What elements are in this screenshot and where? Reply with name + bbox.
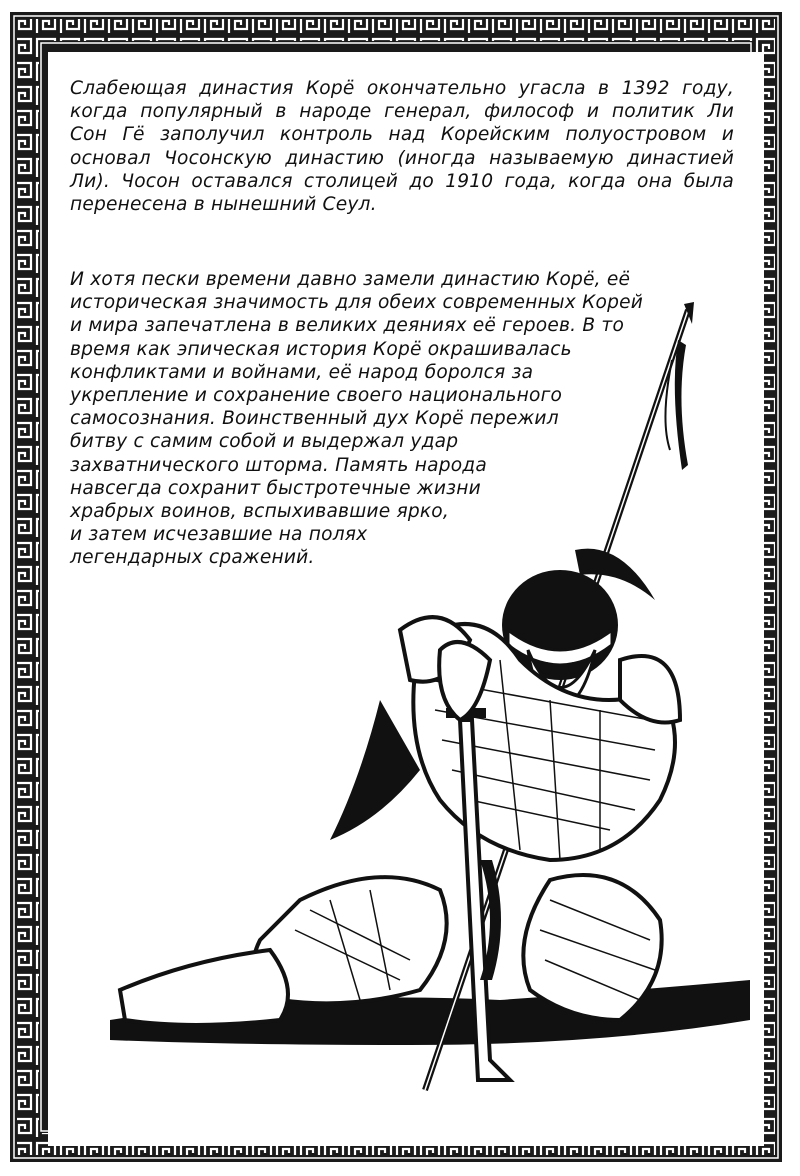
- paragraph-2-line-12: и затем исчезавшие на полях: [70, 524, 368, 546]
- paragraph-2-line-3: и мира запечатлена в великих деяниях её героев. В то: [70, 315, 625, 337]
- paragraph-1: [70, 77, 734, 216]
- paragraph-1-line-5: Ли). Чосон оставался столицей до 1910 года, когда она была: [70, 170, 734, 192]
- paragraph-2-line-13: легендарных сражений.: [70, 547, 315, 569]
- paragraph-1-line-1: Слабеющая династия Корё окончательно угасла в 1392 году,: [70, 78, 734, 99]
- paragraph-1-line-3: Сон Гё заполучил контроль над Корейским полуостровом и: [70, 124, 734, 146]
- paragraph-2-line-4: время как эпическая история Корё окрашивалась: [70, 338, 572, 360]
- paragraph-1-line-2: когда популярный в народе генерал, философ и политик Ли: [70, 101, 734, 123]
- paragraph-2-line-9: захватнического шторма. Память народа: [70, 454, 487, 476]
- paragraph-2-line-5: конфликтами и войнами, её народ боролся за: [70, 361, 534, 383]
- paragraph-2-line-11: храбрых воинов, вспыхивавшие ярко,: [70, 501, 449, 523]
- paragraph-2-line-6: укрепление и сохранение своего национального: [70, 385, 563, 407]
- paragraph-1-line-6: перенесена в нынешний Сеул.: [70, 194, 377, 216]
- paragraph-2: [70, 268, 680, 570]
- paragraph-2-line-10: навсегда сохранит быстротечные жизни: [70, 477, 481, 499]
- paragraph-1-line-4: основал Чосонскую династию (иногда называемую династией: [70, 147, 734, 169]
- paragraph-2-line-2: историческая значимость для обеих современных Корей: [70, 292, 643, 314]
- paragraph-2-line-8: битву с самим собой и выдержал удар: [70, 431, 459, 453]
- paragraph-2-line-7: самосознания. Воинственный дух Корё пережил: [70, 408, 559, 430]
- paragraph-2-line-1: И хотя пески времени давно замели династию Корё, её: [70, 269, 631, 290]
